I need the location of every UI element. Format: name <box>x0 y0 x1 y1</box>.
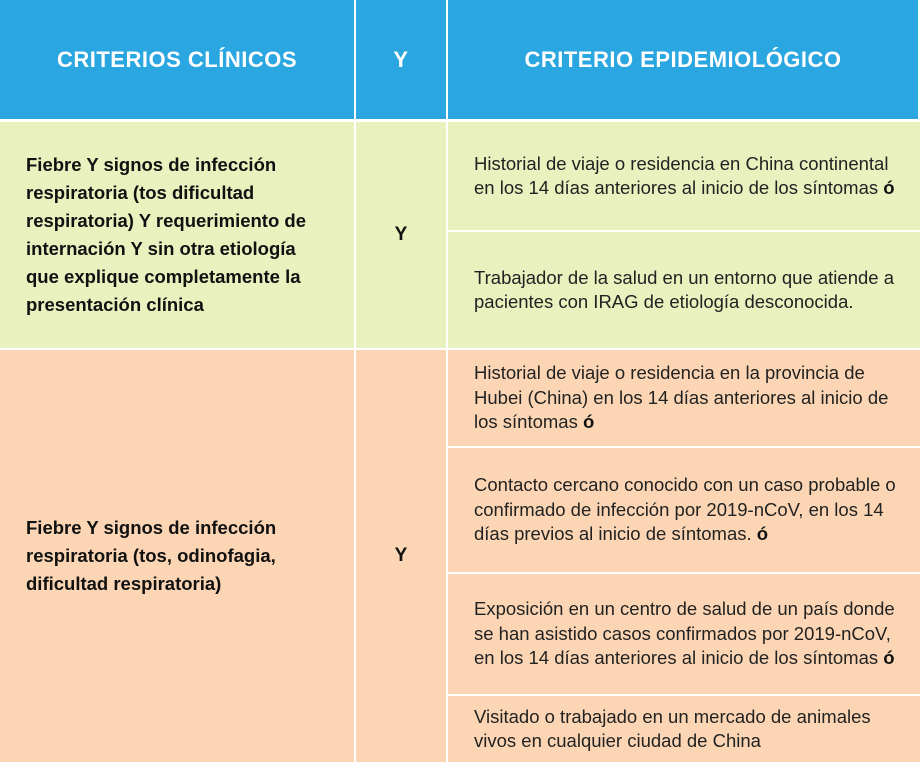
epidemiological-criterion: Historial de viaje o residencia en China continental en los 14 días anteriores al inicio de los síntomas ó <box>448 122 920 232</box>
clinical-criteria-text: Fiebre Y signos de infección respiratoria (tos dificultad respiratoria) Y requerimiento de internación Y sin otra etiología que explique completamente la presentación clínica <box>26 154 306 315</box>
clinical-criteria-cell <box>0 350 356 762</box>
connector-cell: Y <box>356 122 448 350</box>
connector-cell: Y <box>356 350 448 762</box>
epidemiological-criterion: Visitado o trabajado en un mercado de animales vivos en cualquier ciudad de China <box>474 705 871 751</box>
epidemiological-criterion: Historial de viaje o residencia en la provincia de Hubei (China) en los 14 días anteriores al inicio de los síntomas ó <box>448 350 920 448</box>
header-clinical-criteria: CRITERIOS CLÍNICOS <box>0 0 356 122</box>
clinical-criteria-cell <box>0 122 356 350</box>
header-connector: Y <box>356 0 448 122</box>
epidemiological-criterion: Trabajador de la salud en un entorno que atiende a pacientes con IRAG de etiología desconocida. <box>474 266 894 312</box>
epidemiological-criterion: Exposición en un centro de salud de un país donde se han asistido casos confirmados por 2019-nCoV, en los 14 días anteriores al inicio de los síntomas ó <box>448 574 920 696</box>
header-epidemiological-criteria: CRITERIO EPIDEMIOLÓGICO <box>448 0 920 122</box>
epidemiological-criteria-group <box>448 122 920 350</box>
clinical-criteria-text: Fiebre Y signos de infección respiratoria (tos, odinofagia, dificultad respiratoria) <box>26 517 277 594</box>
epidemiological-criterion: Contacto cercano conocido con un caso probable o confirmado de infección por 2019-nCoV, en los 14 días previos al inicio de síntomas. ó <box>448 448 920 574</box>
epidemiological-criteria-group <box>448 350 920 762</box>
